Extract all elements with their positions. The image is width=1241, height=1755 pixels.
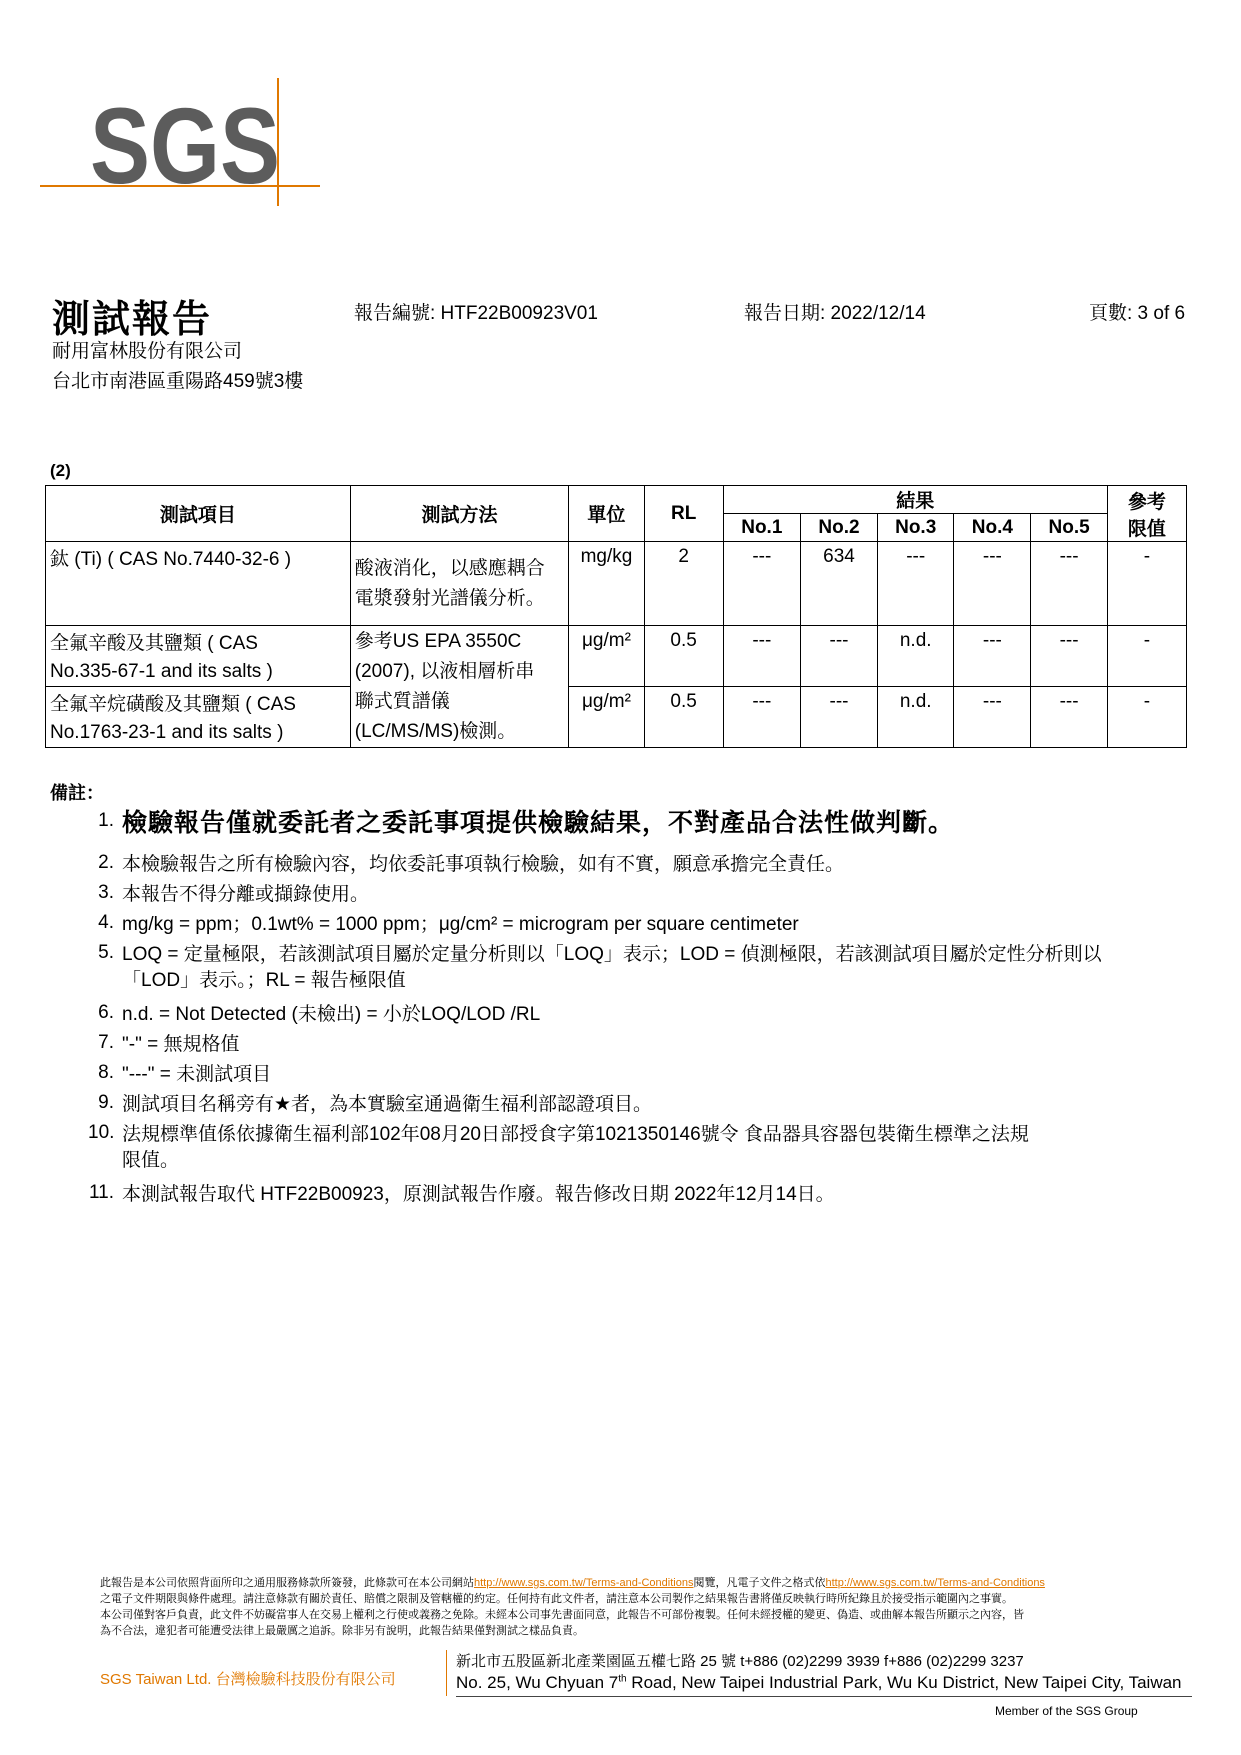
row-no2: --- <box>800 687 877 748</box>
row-no1: --- <box>723 542 800 626</box>
notes-heading: 備註： <box>50 783 104 803</box>
row-no3: n.d. <box>878 626 954 687</box>
table-row <box>46 542 1187 626</box>
footer-disclaimer: 此報告是本公司依照背面所印之通用服務條款所簽發，此條款可在本公司網站http://www.sgs.com.tw/Terms-and-Conditions閱覽，凡電子文件之格式依http://www.sgs.com.tw/Terms-and-Conditions 之電子文件期限與條件處理。請注意條款有關於責任、賠償之限制及管轄權的約定。任何持有此文件者，請注意本公司製作之結果報告書將僅反映執行時所紀錄且於接受指示範圍內之事實。 本公司僅對客戶負責，此文件不妨礙當事人在交易上權利之行使或義務之免除。未經本公司事先書面同意，此報告不可部份複製。任何未經授權的變更、偽造、或曲解本報告所顯示之內容，皆 為不合法，違犯者可能遭受法律上最嚴厲之追訴。除非另有說明，此報告結果僅對測試之樣品負責。 <box>100 1577 1045 1637</box>
row-no1: --- <box>723 626 800 687</box>
row-rl: 2 <box>644 542 723 626</box>
footer-company: SGS Taiwan Ltd. 台灣檢驗科技股份有限公司 <box>100 1671 396 1688</box>
footer-member: Member of the SGS Group <box>995 1704 1138 1718</box>
terms-link-2[interactable]: http://www.sgs.com.tw/Terms-and-Conditions <box>825 1577 1045 1589</box>
page-number: 頁數: 3 of 6 <box>1089 303 1186 324</box>
header-no2: No.2 <box>800 514 877 542</box>
ref-line2: 限值 <box>1127 518 1166 540</box>
results-table <box>45 485 1187 748</box>
row-ref: - <box>1107 626 1186 687</box>
header-results: 結果 <box>723 486 1107 514</box>
row-no5: --- <box>1031 626 1107 687</box>
row-ref: - <box>1107 687 1186 748</box>
report-date: 報告日期: 2022/12/14 <box>744 303 926 324</box>
row-ref: - <box>1107 542 1186 626</box>
row-method: 酸液消化，以感應耦合 電漿發射光譜儀分析。 <box>350 542 569 626</box>
header-no4: No.4 <box>954 514 1031 542</box>
row-unit: mg/kg <box>569 542 644 626</box>
sgs-logo <box>40 78 320 208</box>
row-rl: 0.5 <box>644 626 723 687</box>
row-no4: --- <box>954 687 1031 748</box>
header-no3: No.3 <box>878 514 954 542</box>
row-no3: --- <box>878 542 954 626</box>
row-no2: 634 <box>800 542 877 626</box>
row-unit: μg/m² <box>569 626 644 687</box>
row-no4: --- <box>954 542 1031 626</box>
row-no1: --- <box>723 687 800 748</box>
header-reference-limit <box>1107 486 1186 542</box>
header-no5: No.5 <box>1031 514 1107 542</box>
table-row <box>46 626 1187 687</box>
row-method-shared: 參考US EPA 3550C (2007), 以液相層析串 聯式質譜儀 (LC/MS/MS)檢測。 <box>350 626 569 748</box>
row-no5: --- <box>1031 542 1107 626</box>
header-no1: No.1 <box>723 514 800 542</box>
row-item: 鈦 (Ti) ( CAS No.7440-32-6 ) <box>46 542 351 626</box>
svg-text:SGS: SGS <box>90 85 280 206</box>
row-no4: --- <box>954 626 1031 687</box>
header-unit: 單位 <box>569 486 644 542</box>
section-label: (2) <box>50 461 71 480</box>
client-company: 耐用富林股份有限公司 <box>52 341 243 362</box>
header-rl: RL <box>644 486 723 542</box>
ref-line1: 參考 <box>1127 491 1166 513</box>
footer-address-en: No. 25, Wu Chyuan 7th Road, New Taipei Industrial Park, Wu Ku District, New Taipei City, Taiwan <box>456 1673 1182 1692</box>
row-unit: μg/m² <box>569 687 644 748</box>
report-title: 測試報告 <box>52 299 213 341</box>
row-item: 全氟辛酸及其鹽類 ( CAS No.335-67-1 and its salts ) <box>46 626 351 687</box>
footer-rule <box>456 1696 1192 1697</box>
row-no3: n.d. <box>878 687 954 748</box>
footer-address-cn: 新北市五股區新北產業園區五權七路 25 號 t+886 (02)2299 3939 f+886 (02)2299 3237 <box>456 1653 1024 1670</box>
terms-link[interactable]: http://www.sgs.com.tw/Terms-and-Conditions <box>474 1577 694 1589</box>
report-number: 報告編號: HTF22B00923V01 <box>354 303 598 324</box>
row-rl: 0.5 <box>644 687 723 748</box>
footer-divider <box>446 1650 447 1696</box>
header-method: 測試方法 <box>350 486 569 542</box>
header-item: 測試項目 <box>46 486 351 542</box>
row-item: 全氟辛烷磺酸及其鹽類 ( CAS No.1763-23-1 and its salts ) <box>46 687 351 748</box>
row-no5: --- <box>1031 687 1107 748</box>
row-no2: --- <box>800 626 877 687</box>
client-address: 台北市南港區重陽路459號3樓 <box>52 371 304 392</box>
table-row <box>46 687 1187 748</box>
